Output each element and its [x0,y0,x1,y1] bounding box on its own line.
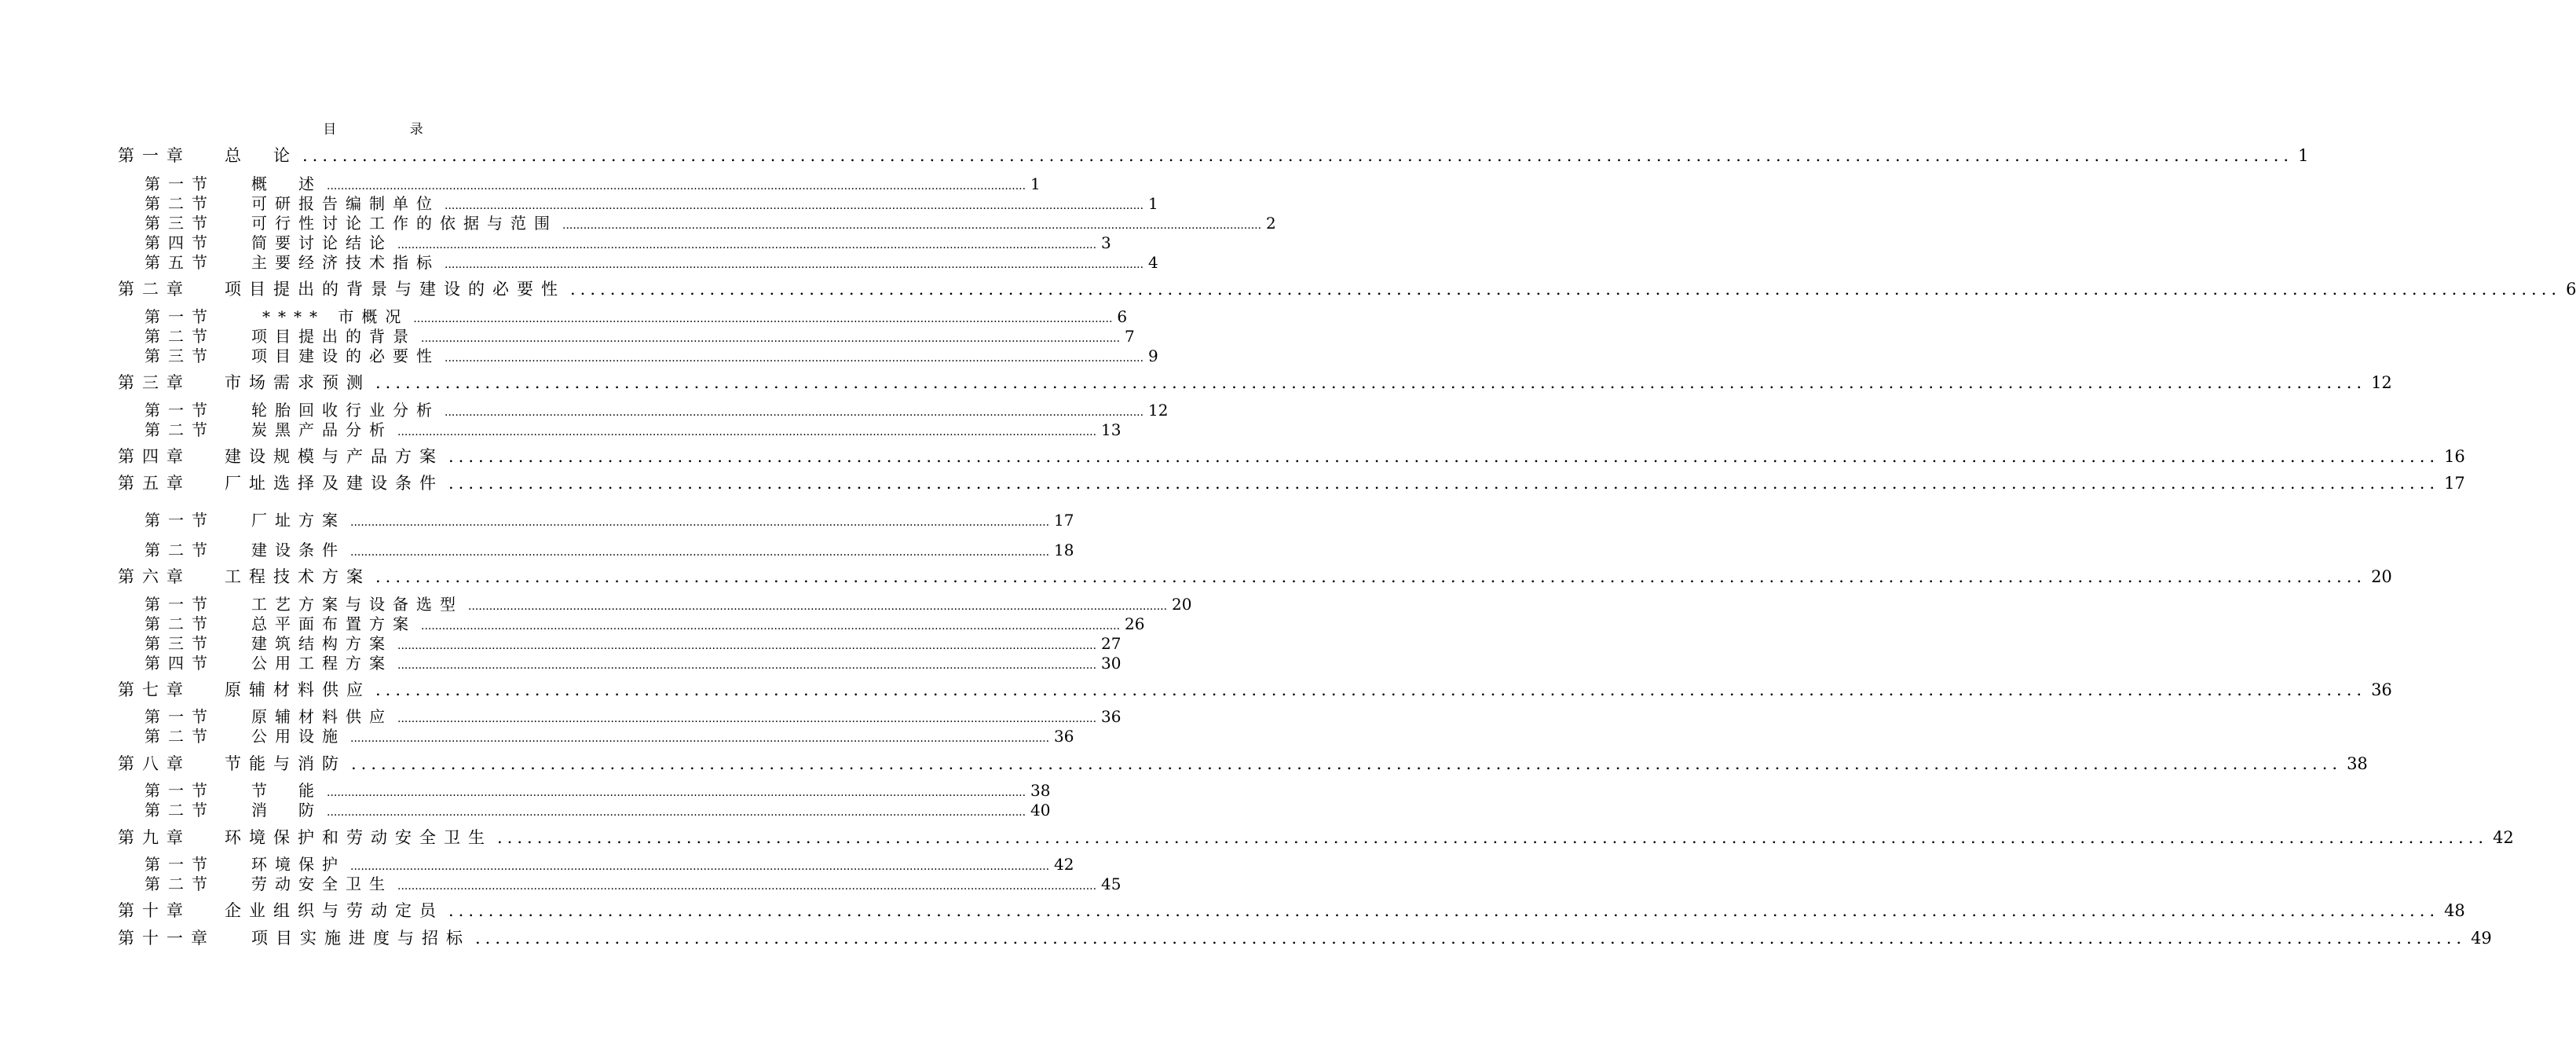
toc-entry[interactable] [145,304,1128,326]
toc-entry-page: 4 [1148,253,1158,272]
toc-entry-prefix: 第二节 [145,420,215,439]
toc-leader-dots: ........................................................................................................................................................................................................ [397,880,1097,893]
toc-entry-page: 38 [2347,754,2368,773]
toc-entry[interactable] [118,444,2465,466]
toc-entry-prefix: 第三节 [145,214,215,233]
toc-entry-prefix: 第三章 [118,373,191,392]
toc-title: 目 录 [323,122,458,138]
toc-entry-label: 节能与消防 [225,754,346,773]
toc-leader-dots: ........................................................................................................................................................................................................ [475,929,2467,948]
toc-entry[interactable] [145,778,1051,800]
toc-leader-dots: ........................................................................................................................................................................................................ [497,828,2489,847]
toc-entry-label: 厂址选择及建设条件 [225,474,444,493]
toc-entry-label: 总 论 [225,146,298,165]
toc-entry-page: 40 [1030,801,1051,820]
toc-leader-dots: ........................................................................................................................................................................................................ [351,754,2343,773]
toc-entry-prefix: 第一节 [145,511,215,530]
toc-leader-dots: ........................................................................................................................................................................................................ [445,406,1144,419]
toc-entry-prefix: 第四节 [145,233,215,252]
toc-leader-dots: ........................................................................................................................................................................................................ [350,860,1050,873]
toc-entry-label: 项目提出的背景与建设的必要性 [225,280,565,299]
toc-leader-dots: ........................................................................................................................................................................................................ [445,258,1144,271]
toc-entry[interactable] [118,277,2576,299]
toc-entry[interactable] [145,191,1158,213]
toc-entry-prefix: 第三节 [145,346,215,365]
toc-entry-page: 12 [1148,401,1169,420]
toc-entry-label: 可行性讨论工作的依据与范围 [251,214,558,233]
toc-entry[interactable] [145,343,1158,365]
toc-entry[interactable] [118,370,2392,392]
toc-entry-label: 项目提出的背景 [251,327,416,346]
toc-entry-prefix: 第三节 [145,634,215,653]
toc-entry-page: 2 [1266,214,1276,233]
toc-entry-prefix: 第九章 [118,828,191,847]
toc-entry-label: 原辅材料供应 [225,680,371,699]
toc-entry-page: 1 [1148,194,1158,213]
toc-entry-label: 总平面布置方案 [251,614,416,633]
toc-entry-prefix: 第五章 [118,474,191,493]
toc-entry-page: 1 [1030,174,1041,193]
toc-entry-page: 20 [2371,567,2392,586]
toc-entry-prefix: 第一章 [118,146,191,165]
toc-entry-prefix: 第二节 [145,327,215,346]
toc-entry-label: 公用工程方案 [251,654,393,673]
toc-entry-label: 节 能 [251,781,322,800]
toc-entry-label: 工程技术方案 [225,567,371,586]
toc-leader-dots: ........................................................................................................................................................................................................ [448,447,2440,466]
toc-entry-page: 16 [2444,447,2465,466]
toc-entry-page: 30 [1101,654,1122,673]
toc-entry-label: 建设规模与产品方案 [225,447,444,466]
toc-entry-prefix: 第一节 [145,401,215,420]
toc-entry-label: 消 防 [251,801,322,820]
toc-entry-page: 36 [1054,727,1074,746]
toc-entry-label: 炭黑产品分析 [251,420,393,439]
toc-entry[interactable] [145,611,1145,633]
toc-entry[interactable] [145,398,1169,420]
toc-entry-page: 6 [2566,280,2576,299]
toc-entry[interactable] [145,211,1276,233]
toc-leader-dots: ........................................................................................................................................................................................................ [327,786,1026,799]
toc-entry[interactable] [118,564,2392,586]
toc-entry[interactable] [118,825,2514,847]
toc-entry-prefix: 第二节 [145,874,215,893]
toc-entry-prefix: 第一节 [145,595,215,614]
toc-entry-page: 49 [2471,929,2492,948]
toc-leader-dots: ........................................................................................................................................................................................................ [350,732,1050,745]
toc-entry-page: 48 [2444,901,2465,920]
toc-leader-dots: ........................................................................................................................................................................................................ [327,180,1026,192]
toc-entry-prefix: 第五节 [145,253,215,272]
toc-entry[interactable] [145,324,1135,346]
toc-entry-page: 12 [2371,373,2392,392]
toc-entry-prefix: 第二节 [145,727,215,746]
toc-leader-dots: ........................................................................................................................................................................................................ [448,901,2440,920]
toc-entry-label: 公用设施 [251,727,346,746]
toc-entry-prefix: 第一节 [145,174,215,193]
toc-leader-dots: ........................................................................................................................................................................................................ [445,352,1144,365]
toc-leader-dots: ........................................................................................................................................................................................................ [397,426,1097,438]
toc-entry-label: 主要经济技术指标 [251,253,440,272]
toc-entry-page: 3 [1101,233,1111,252]
toc-entry-label: 环境保护 [251,855,346,874]
toc-entry-prefix: 第一节 [145,855,215,874]
toc-leader-dots: ........................................................................................................................................................................................................ [421,620,1121,632]
toc-leader-dots: ........................................................................................................................................................................................................ [468,600,1168,613]
toc-entry-prefix: 第二节 [145,194,215,213]
toc-entry-page: 17 [1054,511,1074,530]
toc-entry[interactable] [145,171,1041,193]
toc-entry-label: 工艺方案与设备选型 [251,595,463,614]
toc-entry-page: 36 [2371,680,2392,699]
toc-entry[interactable] [145,230,1111,252]
toc-leader-dots: ........................................................................................................................................................................................................ [375,680,2367,699]
toc-entry[interactable] [145,871,1122,893]
toc-entry-page: 38 [1030,781,1051,800]
toc-entry[interactable] [145,631,1122,653]
toc-entry-prefix: 第二节 [145,541,215,559]
toc-entry-label: 厂址方案 [251,511,346,530]
toc-entry-page: 9 [1148,346,1158,365]
toc-entry-prefix: 第四节 [145,654,215,673]
toc-leader-dots: ........................................................................................................................................................................................................ [327,806,1026,819]
toc-entry[interactable] [118,143,2309,165]
toc-entry-prefix: 第一节 [145,781,215,800]
toc-entry[interactable] [145,508,1074,530]
toc-leader-dots: ........................................................................................................................................................................................................ [445,200,1144,212]
toc-entry[interactable] [145,651,1122,673]
toc-entry-label: 劳动安全卫生 [251,874,393,893]
toc-entry-prefix: 第二节 [145,801,215,820]
toc-entry-page: 1 [2298,146,2309,165]
toc-leader-dots: ........................................................................................................................................................................................................ [375,373,2367,392]
toc-entry[interactable] [145,537,1074,559]
toc-entry-page: 6 [1117,307,1128,326]
toc-leader-dots: ........................................................................................................................................................................................................ [350,516,1050,529]
toc-entry[interactable] [145,724,1074,746]
toc-entry-label: 原辅材料供应 [251,707,393,726]
toc-entry[interactable] [118,926,2492,948]
toc-leader-dots: ........................................................................................................................................................................................................ [421,332,1121,345]
toc-entry-prefix: 第二节 [145,614,215,633]
toc-entry-prefix: 第十章 [118,901,191,920]
toc-entry-label: 市场需求预测 [225,373,371,392]
toc-leader-dots: ........................................................................................................................................................................................................ [397,659,1097,672]
toc-entry-page: 45 [1101,874,1122,893]
toc-leader-dots: ........................................................................................................................................................................................................ [413,313,1113,325]
toc-leader-dots: ........................................................................................................................................................................................................ [562,219,1262,232]
toc-entry-page: 26 [1125,614,1145,633]
toc-entry-page: 17 [2444,474,2465,493]
toc-entry[interactable] [145,798,1051,820]
toc-entry-label: 可研报告编制单位 [251,194,440,213]
toc-leader-dots: ........................................................................................................................................................................................................ [448,474,2440,493]
toc-entry-prefix: 第一节 [145,707,215,726]
toc-entry-prefix: 第六章 [118,567,191,586]
toc-entry-prefix: 第八章 [118,754,191,773]
toc-entry-page: 42 [1054,855,1074,874]
toc-leader-dots: ........................................................................................................................................................................................................ [375,567,2367,586]
toc-entry[interactable] [118,471,2465,493]
toc-entry[interactable] [118,898,2465,920]
toc-entry-page: 18 [1054,541,1074,559]
toc-entry-prefix: 第四章 [118,447,191,466]
toc-entry[interactable] [118,751,2368,773]
toc-leader-dots: ........................................................................................................................................................................................................ [302,146,2294,165]
toc-entry-page: 7 [1125,327,1135,346]
toc-entry-prefix: 第一节 [145,307,215,326]
toc-leader-dots: ........................................................................................................................................................................................................ [397,239,1097,251]
toc-entry-label: **** 市概况 [262,307,409,326]
toc-entry-page: 36 [1101,707,1122,726]
toc-entry-label: 项目建设的必要性 [251,346,440,365]
toc-entry[interactable] [145,592,1192,614]
toc-entry-prefix: 第二章 [118,280,191,299]
toc-entry[interactable] [145,852,1074,874]
toc-entry-label: 建筑结构方案 [251,634,393,653]
toc-entry-page: 13 [1101,420,1122,439]
toc-entry-label: 概 述 [251,174,322,193]
toc-entry-label: 轮胎回收行业分析 [251,401,440,420]
toc-entry-page: 27 [1101,634,1122,653]
toc-leader-dots: ........................................................................................................................................................................................................ [397,713,1097,725]
toc-entry-label: 企业组织与劳动定员 [225,901,444,920]
toc-entry-label: 简要讨论结论 [251,233,393,252]
toc-entry-label: 建设条件 [251,541,346,559]
toc-entry-prefix: 第七章 [118,680,191,699]
toc-entry[interactable] [145,250,1158,272]
toc-entry[interactable] [145,704,1122,726]
toc-leader-dots: ........................................................................................................................................................................................................ [350,546,1050,559]
toc-entry-label: 环境保护和劳动安全卫生 [225,828,492,847]
toc-leader-dots: ........................................................................................................................................................................................................ [397,640,1097,652]
toc-entry[interactable] [145,417,1122,439]
toc-leader-dots: ........................................................................................................................................................................................................ [570,280,2562,299]
toc-entry-label: 项目实施进度与招标 [251,929,470,948]
toc-entry-page: 42 [2493,828,2514,847]
toc-entry-prefix: 第十一章 [118,929,215,948]
toc-entry[interactable] [118,677,2392,699]
toc-entry-page: 20 [1172,595,1192,614]
